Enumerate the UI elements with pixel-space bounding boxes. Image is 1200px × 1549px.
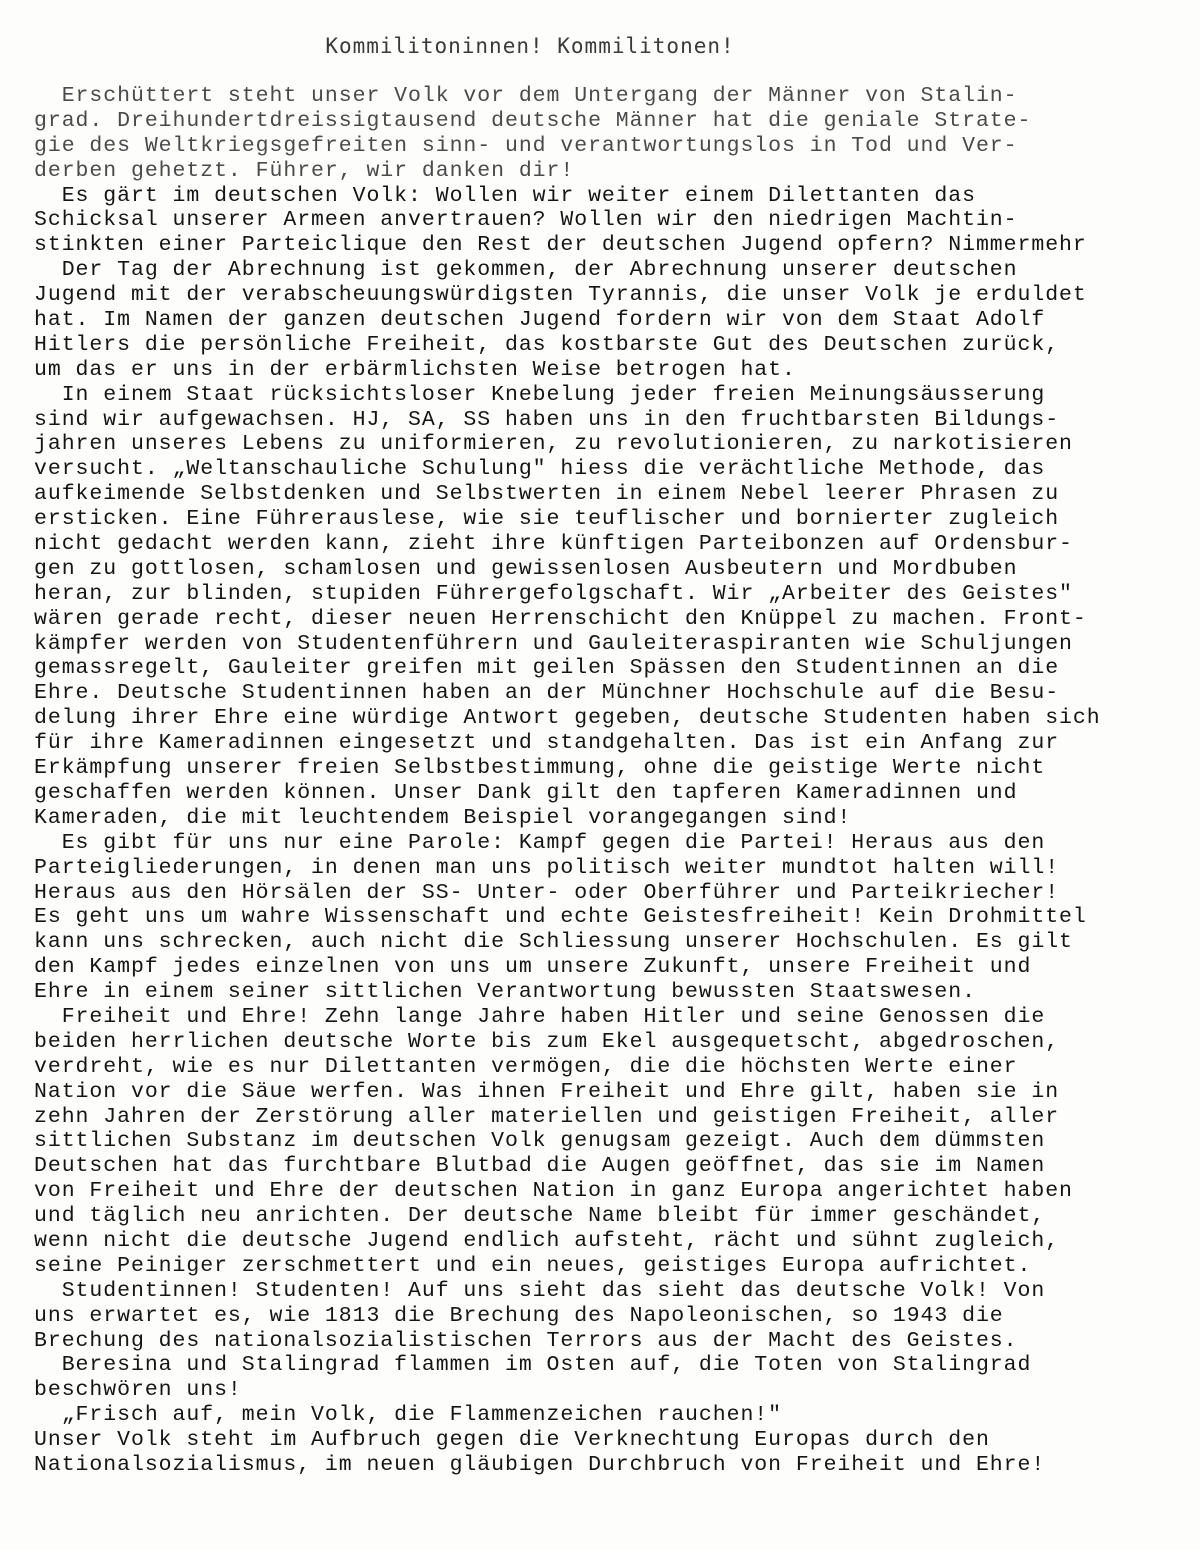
text-line <box>34 1304 1101 1329</box>
text-line <box>34 134 1101 159</box>
text-line <box>34 1030 1101 1055</box>
text-line <box>34 1179 1101 1204</box>
text-line-content: heran, zur blinden, stupiden Führergefolgschaft. Wir „Arbeiter des Geistes" <box>34 581 1073 606</box>
text-line <box>34 1378 1101 1403</box>
text-line-content: aufkeimende Selbstdenken und Selbstwerten in einem Nebel leerer Phrasen zu <box>34 482 1060 507</box>
text-line-content: Heraus aus den Hörsälen der SS- Unter- oder Oberführer und Parteikriecher! <box>34 880 1060 905</box>
text-line-content: seine Peiniger zerschmettert und ein neues, geistiges Europa aufrichtet. <box>34 1253 1032 1278</box>
text-line-content: Es geht uns um wahre Wissenschaft und echte Geistesfreiheit! Kein Drohmittel <box>34 905 1087 930</box>
text-line <box>34 1229 1101 1254</box>
text-line <box>34 980 1101 1005</box>
text-line-content: gen zu gottlosen, schamlosen und gewissenlosen Ausbeutern und Mordbuben <box>34 556 1018 581</box>
text-line <box>34 1129 1101 1154</box>
text-line <box>34 383 1101 408</box>
text-line <box>34 109 1101 134</box>
text-line-content: Der Tag der Abrechnung ist gekommen, der Abrechnung unserer deutschen <box>34 258 1018 283</box>
text-line <box>34 507 1101 532</box>
text-line <box>34 881 1101 906</box>
text-line <box>34 1353 1101 1378</box>
text-line-content: geschaffen werden können. Unser Dank gilt den tapferen Kameradinnen und <box>34 780 1018 805</box>
text-line-content: gemassregelt, Gauleiter greifen mit geilen Spässen den Studentinnen an die <box>34 656 1060 681</box>
text-line-content: Schicksal unserer Armeen anvertrauen? Wollen wir den niedrigen Machtin- <box>34 208 1018 233</box>
text-line <box>34 1329 1101 1354</box>
text-line-content: Unser Volk steht im Aufbruch gegen die Verknechtung Europas durch den <box>34 1428 990 1453</box>
text-line <box>34 806 1101 831</box>
text-line-content: Parteigliederungen, in denen man uns politisch weiter mundtot halten will! <box>34 855 1060 880</box>
text-line-content: um das er uns in der erbärmlichsten Weise betrogen hat. <box>34 357 796 382</box>
text-line-content: sind wir aufgewachsen. HJ, SA, SS haben uns in den fruchtbarsten Bildungs- <box>34 407 1060 432</box>
text-line-content: uns erwartet es, wie 1813 die Brechung des Napoleonischen, so 1943 die <box>34 1303 1004 1328</box>
text-line-content: beiden herrlichen deutsche Worte bis zum Ekel ausgequetscht, abgedroschen, <box>34 1029 1060 1054</box>
text-line <box>34 457 1101 482</box>
text-line-content: gie des Weltkriegsgefreiten sinn- und verantwortungslos in Tod und Ver- <box>34 133 1018 158</box>
text-line-content: zehn Jahren der Zerstörung aller materiellen und geistigen Freiheit, aller <box>34 1104 1060 1129</box>
text-line <box>34 1080 1101 1105</box>
text-line-content: versucht. „Weltanschauliche Schulung" hiess die verächtliche Methode, das <box>34 457 1046 482</box>
text-line <box>34 308 1101 333</box>
text-line-content: Beresina und Stalingrad flammen im Osten auf, die Toten von Stalingrad <box>34 1353 1032 1378</box>
text-line-content: sittlichen Substanz im deutschen Volk genugsam gezeigt. Auch dem dümmsten <box>34 1129 1046 1154</box>
text-line-content: für ihre Kameradinnen eingesetzt und standgehalten. Das ist ein Anfang zur <box>34 731 1060 756</box>
text-line-content: Deutschen hat das furchtbare Blutbad die Augen geöffnet, das sie im Namen <box>34 1154 1046 1179</box>
text-line-content: jahren unseres Lebens zu uniformieren, zu revolutionieren, zu narkotisieren <box>34 432 1073 457</box>
text-line-content: „Frisch auf, mein Volk, die Flammenzeichen rauchen!" <box>34 1403 783 1428</box>
text-line-content: Ehre in einem seiner sittlichen Verantwortung bewussten Staatswesen. <box>34 980 976 1005</box>
text-line <box>34 856 1101 881</box>
text-line-content: stinkten einer Parteiclique den Rest der deutschen Jugend opfern? Nimmermehr <box>34 233 1087 258</box>
text-line <box>34 1005 1101 1030</box>
text-line-content: Studentinnen! Studenten! Auf uns sieht das sieht das deutsche Volk! Von <box>34 1278 1046 1303</box>
text-line-content: kämpfer werden von Studentenführern und Gauleiteraspiranten wie Schuljungen <box>34 631 1073 656</box>
text-line <box>34 184 1101 209</box>
text-line <box>34 607 1101 632</box>
text-line-content: delung ihrer Ehre eine würdige Antwort gegeben, deutsche Studenten haben sich <box>34 706 1101 731</box>
text-line <box>34 1254 1101 1279</box>
text-line-content: Nation vor die Säue werfen. Was ihnen Freiheit und Ehre gilt, haben sie in <box>34 1079 1060 1104</box>
text-line-content: und täglich neu anrichten. Der deutsche Name bleibt für immer geschändet, <box>34 1204 1046 1229</box>
text-line <box>34 432 1101 457</box>
text-line-content: Es gibt für uns nur eine Parole: Kampf gegen die Partei! Heraus aus den <box>34 830 1046 855</box>
text-line-content: hat. Im Namen der ganzen deutschen Jugend fordern wir von dem Staat Adolf <box>34 308 1046 333</box>
text-line-content: kann uns schrecken, auch nicht die Schliessung unserer Hochschulen. Es gilt <box>34 930 1073 955</box>
text-line-content: derben gehetzt. Führer, wir danken dir! <box>34 158 575 183</box>
text-line-content: Hitlers die persönliche Freiheit, das kostbarste Gut des Deutschen zurück, <box>34 332 1060 357</box>
text-line <box>34 1403 1101 1428</box>
text-line-content: beschwören uns! <box>34 1378 242 1403</box>
text-line <box>34 408 1101 433</box>
text-line <box>34 333 1101 358</box>
text-line-content: wären gerade recht, dieser neuen Herrenschicht den Knüppel zu machen. Front- <box>34 606 1087 631</box>
text-line-content: den Kampf jedes einzelnen von uns um unsere Zukunft, unsere Freiheit und <box>34 955 1032 980</box>
text-line <box>34 756 1101 781</box>
text-line <box>34 656 1101 681</box>
text-line <box>34 482 1101 507</box>
text-line-content: Erkämpfung unserer freien Selbstbestimmung, ohne die geistige Werte nicht <box>34 756 1046 781</box>
leaflet-title: Kommilitoninnen! Kommilitonen! <box>325 34 735 58</box>
text-line-content: In einem Staat rücksichtsloser Knebelung jeder freien Meinungsäusserung <box>34 382 1046 407</box>
text-line <box>34 358 1101 383</box>
text-line-content: Kameraden, die mit leuchtendem Beispiel vorangegangen sind! <box>34 805 852 830</box>
leaflet-body <box>34 84 1101 1478</box>
text-line <box>34 1204 1101 1229</box>
text-line <box>34 532 1101 557</box>
text-line <box>34 706 1101 731</box>
text-line-content: grad. Dreihundertdreissigtausend deutsche Männer hat die geniale Strate- <box>34 108 1032 133</box>
text-line <box>34 1453 1101 1478</box>
text-line <box>34 258 1101 283</box>
text-line <box>34 1428 1101 1453</box>
text-line <box>34 84 1101 109</box>
text-line <box>34 159 1101 184</box>
text-line <box>34 557 1101 582</box>
text-line <box>34 955 1101 980</box>
text-line <box>34 831 1101 856</box>
text-line <box>34 632 1101 657</box>
text-line <box>34 930 1101 955</box>
text-line <box>34 582 1101 607</box>
text-line <box>34 1055 1101 1080</box>
text-line-content: verdreht, wie es nur Dilettanten vermögen, die die höchsten Werte einer <box>34 1054 1018 1079</box>
text-line <box>34 1105 1101 1130</box>
text-line <box>34 283 1101 308</box>
text-line-content: Ehre. Deutsche Studentinnen haben an der Münchner Hochschule auf die Besu- <box>34 681 1060 706</box>
text-line-content: Jugend mit der verabscheuungswürdigsten Tyrannis, die unser Volk je erduldet <box>34 283 1087 308</box>
text-line-content: Es gärt im deutschen Volk: Wollen wir weiter einem Dilettanten das <box>34 183 976 208</box>
text-line-content: Erschüttert steht unser Volk vor dem Untergang der Männer von Stalin- <box>34 84 1018 108</box>
text-line <box>34 208 1101 233</box>
text-line <box>34 731 1101 756</box>
text-line-content: nicht gedacht werden kann, zieht ihre künftigen Parteibonzen auf Ordensbur- <box>34 532 1073 557</box>
text-line-content: ersticken. Eine Führerauslese, wie sie teuflischer und bornierter zugleich <box>34 507 1060 532</box>
text-line <box>34 681 1101 706</box>
text-line-content: Brechung des nationalsozialistischen Terrors aus der Macht des Geistes. <box>34 1328 1018 1353</box>
text-line <box>34 905 1101 930</box>
text-line <box>34 233 1101 258</box>
text-line-content: Nationalsozialismus, im neuen gläubigen Durchbruch von Freiheit und Ehre! <box>34 1452 1046 1477</box>
text-line-content: wenn nicht die deutsche Jugend endlich aufsteht, rächt und sühnt zugleich, <box>34 1228 1060 1253</box>
text-line <box>34 781 1101 806</box>
text-line-content: Freiheit und Ehre! Zehn lange Jahre haben Hitler und seine Genossen die <box>34 1004 1046 1029</box>
text-line-content: von Freiheit und Ehre der deutschen Nation in ganz Europa angerichtet haben <box>34 1179 1073 1204</box>
text-line <box>34 1154 1101 1179</box>
text-line <box>34 1279 1101 1304</box>
